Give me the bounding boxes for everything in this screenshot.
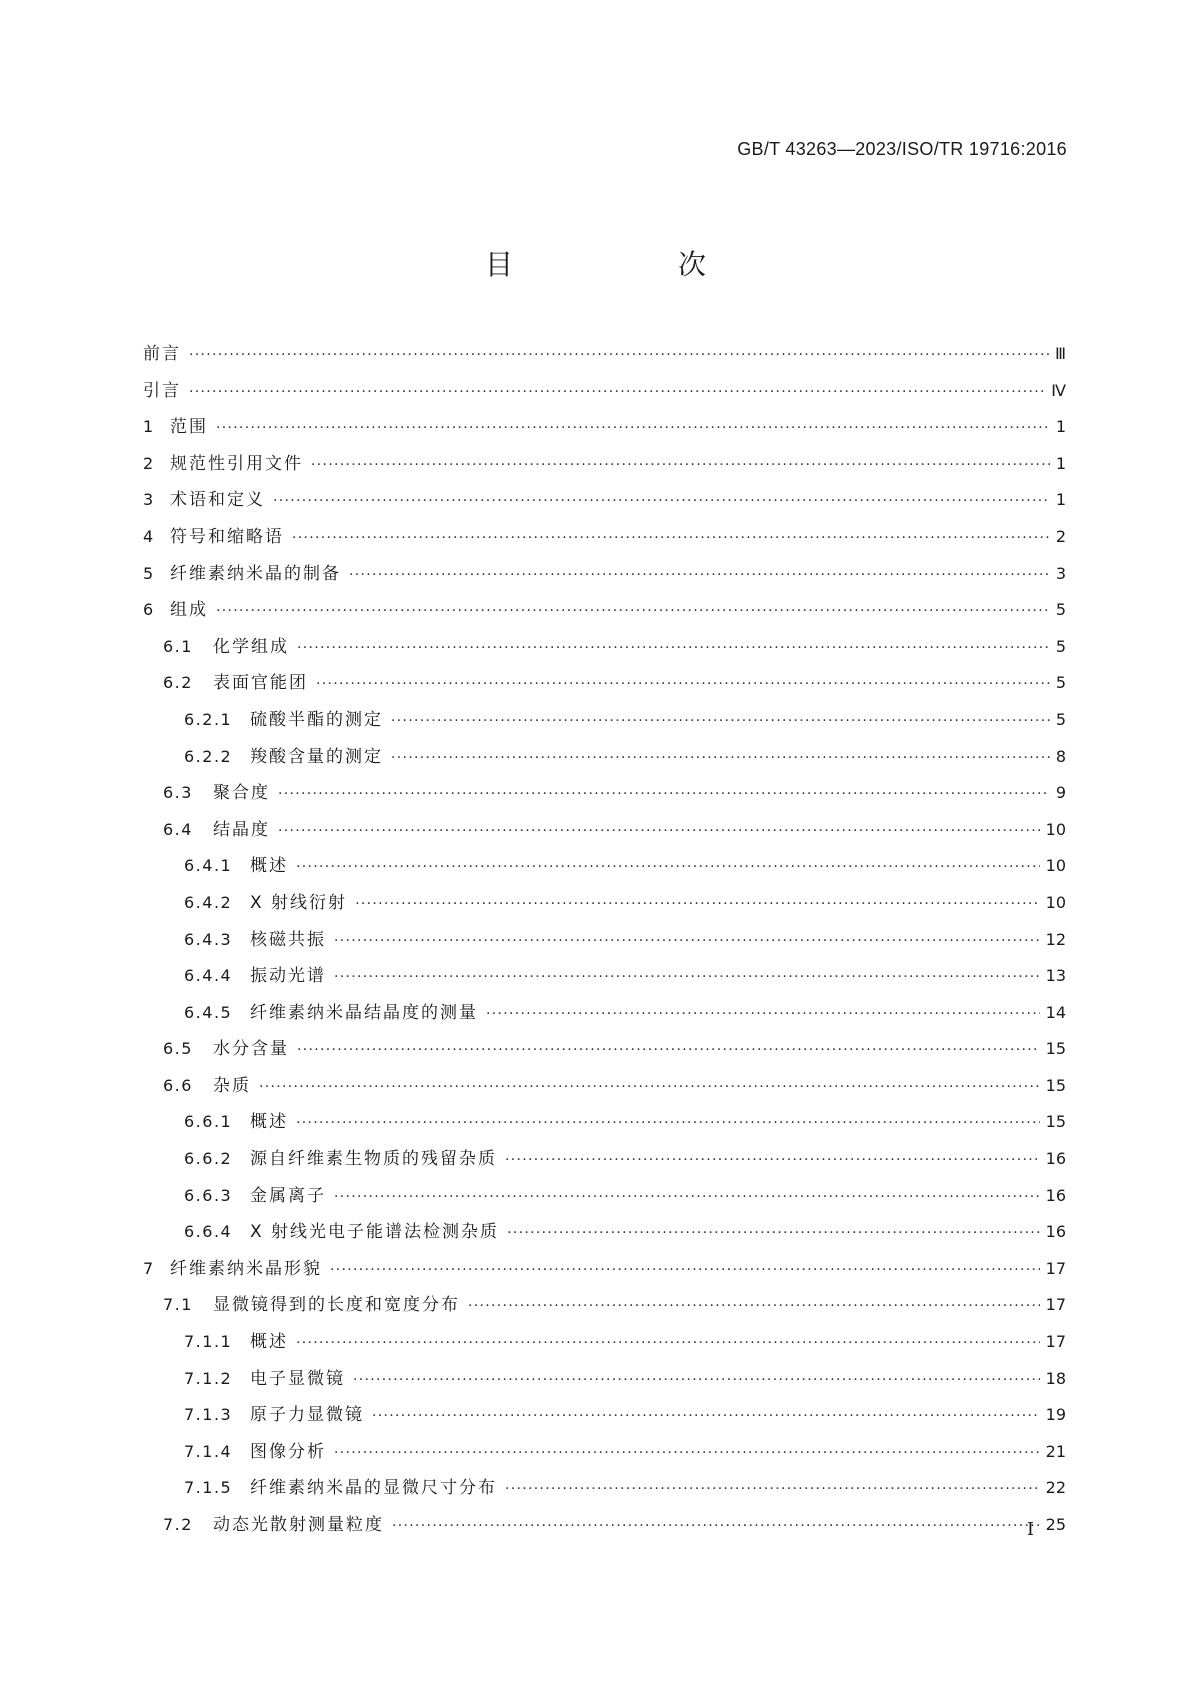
toc-entry-number: 7 <box>143 1258 155 1278</box>
toc-entry-page: 1 <box>1055 490 1066 510</box>
toc-entry[interactable] <box>143 1507 1066 1544</box>
toc-entry-page: 16 <box>1045 1149 1066 1169</box>
toc-entry-page: 15 <box>1045 1075 1066 1095</box>
toc-entry-page: 1 <box>1055 453 1066 473</box>
toc-entry-label: 纤维素纳米晶的制备 <box>170 563 341 584</box>
toc-entry[interactable] <box>143 1361 1066 1398</box>
toc-entry-page: 14 <box>1045 1002 1066 1022</box>
toc-entry-page: 17 <box>1045 1332 1066 1352</box>
toc-dot-leader <box>216 410 1050 447</box>
toc-entry[interactable] <box>143 1178 1066 1215</box>
toc-entry-number: 6.2.1 <box>184 709 233 729</box>
toc-dot-leader <box>216 593 1050 630</box>
toc-entry-label: 概述 <box>250 1112 288 1133</box>
toc-entry-page: 3 <box>1055 563 1066 583</box>
toc-entry[interactable] <box>143 885 1066 922</box>
toc-dot-leader <box>486 996 1040 1033</box>
toc-entry-number: 6.2.2 <box>184 746 233 766</box>
toc-entry-number: 6.4.5 <box>184 1002 233 1022</box>
toc-entry-number: 2 <box>143 453 155 473</box>
toc-entry[interactable] <box>143 1031 1066 1068</box>
toc-dot-leader <box>468 1288 1040 1325</box>
toc-dot-leader <box>296 849 1040 886</box>
toc-entry-page: 22 <box>1045 1478 1066 1498</box>
toc-dot-leader <box>392 1508 1040 1545</box>
toc-dot-leader <box>391 703 1050 740</box>
toc-entry[interactable] <box>143 629 1066 666</box>
toc-entry-page: 5 <box>1055 673 1066 693</box>
toc-entry-number: 7.1.5 <box>184 1478 233 1498</box>
toc-entry-label: 概述 <box>250 856 288 877</box>
toc-entry[interactable] <box>143 446 1066 483</box>
toc-entry-page: 1 <box>1055 417 1066 437</box>
toc-entry[interactable] <box>143 958 1066 995</box>
toc-entry-number: 6.6.2 <box>184 1149 233 1169</box>
toc-entry-label: 表面官能团 <box>213 673 308 694</box>
toc-entry-number: 6.2 <box>163 673 193 693</box>
toc-entry[interactable] <box>143 1141 1066 1178</box>
toc-entry[interactable] <box>143 702 1066 739</box>
toc-entry-label: 纤维素纳米晶形貌 <box>170 1258 322 1279</box>
toc-dot-leader <box>334 923 1040 960</box>
toc-entry[interactable] <box>143 1068 1066 1105</box>
toc-entry-page: 17 <box>1045 1295 1066 1315</box>
toc-dot-leader <box>316 666 1050 703</box>
toc-entry-label: 振动光谱 <box>250 966 326 987</box>
toc-dot-leader <box>273 483 1050 520</box>
toc-entry[interactable] <box>143 1397 1066 1434</box>
toc-entry-number: 5 <box>143 563 155 583</box>
toc-entry-label: X 射线光电子能谱法检测杂质 <box>250 1222 500 1243</box>
toc-entry[interactable] <box>143 739 1066 776</box>
toc-dot-leader <box>355 886 1040 923</box>
toc-dot-leader <box>189 374 1045 411</box>
toc-entry-label: 范围 <box>170 417 208 438</box>
toc-entry[interactable] <box>143 1104 1066 1141</box>
toc-entry-page: 16 <box>1045 1222 1066 1242</box>
toc-dot-leader <box>278 813 1040 850</box>
toc-entry[interactable] <box>143 1214 1066 1251</box>
toc-entry-label: 水分含量 <box>213 1039 289 1060</box>
toc-dot-leader <box>349 557 1050 594</box>
page-number: Ⅰ <box>1026 1519 1034 1540</box>
toc-entry[interactable] <box>143 848 1066 885</box>
toc-entry-number: 6.4 <box>163 819 193 839</box>
toc-entry-label: 杂质 <box>213 1075 251 1096</box>
toc-dot-leader <box>372 1398 1040 1435</box>
toc-entry-label: 前言 <box>143 344 181 364</box>
toc-entry-number: 3 <box>143 490 155 510</box>
toc-entry-number: 6.1 <box>163 636 193 656</box>
toc-entry-label: 化学组成 <box>213 636 289 657</box>
toc-entry[interactable] <box>143 812 1066 849</box>
toc-entry-page: 18 <box>1045 1368 1066 1388</box>
toc-dot-leader <box>391 740 1050 777</box>
toc-dot-leader <box>259 1069 1040 1106</box>
toc-entry-page: 5 <box>1055 600 1066 620</box>
toc-entry[interactable] <box>143 1470 1066 1507</box>
toc-entry-page: 2 <box>1055 526 1066 546</box>
toc-dot-leader <box>296 1105 1040 1142</box>
toc-entry-label: 纤维素纳米晶结晶度的测量 <box>250 1002 478 1023</box>
toc-dot-leader <box>353 1362 1040 1399</box>
toc-entry[interactable] <box>143 1251 1066 1288</box>
standard-code-header: GB/T 43263—2023/ISO/TR 19716:2016 <box>737 139 1067 159</box>
toc-entry-page: 10 <box>1045 856 1066 876</box>
toc-entry-number: 6.6.1 <box>184 1112 233 1132</box>
toc-entry-page: 9 <box>1055 783 1066 803</box>
toc-entry-label: 羧酸含量的测定 <box>250 746 383 767</box>
toc-entry-label: 引言 <box>143 380 181 401</box>
toc-entry-label: 金属离子 <box>250 1185 326 1206</box>
toc-entry-label: 显微镜得到的长度和宽度分布 <box>213 1295 460 1316</box>
toc-entry-label: 动态光散射测量粒度 <box>213 1515 384 1535</box>
toc-entry-label: X 射线衍射 <box>250 892 348 913</box>
toc-entry-label: 电子显微镜 <box>250 1368 345 1389</box>
toc-entry[interactable] <box>143 556 1066 593</box>
toc-dot-leader <box>507 1215 1040 1252</box>
toc-entry-number: 6.4.1 <box>184 856 233 876</box>
toc-entry-page: 13 <box>1045 966 1066 986</box>
toc-entry-number: 6.4.3 <box>184 929 233 949</box>
toc-entry-label: 结晶度 <box>213 819 270 840</box>
toc-dot-leader <box>297 1032 1040 1069</box>
toc-entry-label: 术语和定义 <box>170 490 265 511</box>
toc-entry-label: 图像分析 <box>250 1441 326 1462</box>
toc-entry-label: 核磁共振 <box>250 929 326 950</box>
toc-entry-number: 7.1 <box>163 1295 193 1315</box>
toc-dot-leader <box>334 1179 1040 1216</box>
toc-dot-leader <box>505 1142 1040 1179</box>
toc-entry-number: 7.1.2 <box>184 1368 233 1388</box>
toc-entry-number: 6.3 <box>163 783 193 803</box>
toc-entry-page: 25 <box>1045 1515 1066 1534</box>
toc-entry-number: 6.4.2 <box>184 892 233 912</box>
toc-entry-number: 6 <box>143 600 155 620</box>
toc-entry[interactable] <box>143 1434 1066 1471</box>
toc-entry-page: 5 <box>1055 709 1066 729</box>
toc-entry-label: 组成 <box>170 600 208 621</box>
toc-entry-number: 4 <box>143 526 155 546</box>
toc-entry-page: 15 <box>1045 1112 1066 1132</box>
toc-entry-page: Ⅲ <box>1054 344 1066 363</box>
toc-dot-leader <box>189 337 1049 374</box>
toc-dot-leader <box>278 776 1050 813</box>
toc-entry-page: 10 <box>1045 819 1066 839</box>
toc-entry-number: 6.5 <box>163 1039 193 1059</box>
toc-entry-number: 7.1.3 <box>184 1405 233 1425</box>
toc-entry-number: 6.6 <box>163 1075 193 1095</box>
toc-entry-number: 7.1.1 <box>184 1332 233 1352</box>
toc-entry-page: 17 <box>1045 1258 1066 1278</box>
toc-entry-number: 6.6.3 <box>184 1185 233 1205</box>
toc-entry-number: 6.4.4 <box>184 966 233 986</box>
page-title: 目 次 <box>485 248 784 281</box>
toc-entry[interactable] <box>143 519 1066 556</box>
toc-entry-label: 纤维素纳米晶的显微尺寸分布 <box>250 1478 497 1499</box>
toc-dot-leader <box>296 1325 1040 1362</box>
toc-entry[interactable] <box>143 922 1066 959</box>
toc-dot-leader <box>334 959 1040 996</box>
toc-dot-leader <box>505 1471 1040 1508</box>
toc-entry-number: 1 <box>143 417 155 437</box>
toc-entry-page: 16 <box>1045 1185 1066 1205</box>
toc-dot-leader <box>334 1435 1040 1472</box>
toc-entry-number: 7.1.4 <box>184 1441 233 1461</box>
toc-entry-label: 符号和缩略语 <box>170 526 284 547</box>
toc-entry-page: 8 <box>1055 746 1066 766</box>
toc-entry-page: 12 <box>1045 929 1066 949</box>
toc-dot-leader <box>297 630 1050 667</box>
toc-entry-page: Ⅳ <box>1051 380 1066 400</box>
toc-entry-page: 21 <box>1045 1441 1066 1461</box>
toc-entry-label: 原子力显微镜 <box>250 1405 364 1426</box>
toc-entry[interactable] <box>143 1324 1066 1361</box>
toc-entry[interactable] <box>143 482 1066 519</box>
toc-entry[interactable] <box>143 1287 1066 1324</box>
toc-dot-leader <box>292 520 1050 557</box>
toc-entry-label: 源自纤维素生物质的残留杂质 <box>250 1149 497 1170</box>
toc-entry-label: 硫酸半酯的测定 <box>250 709 383 730</box>
toc-dot-leader <box>311 447 1050 484</box>
table-of-contents <box>143 336 1066 1544</box>
toc-dot-leader <box>330 1252 1040 1289</box>
toc-entry[interactable] <box>143 373 1066 410</box>
toc-entry-label: 聚合度 <box>213 783 270 804</box>
toc-entry-page: 10 <box>1045 892 1066 912</box>
toc-entry-page: 19 <box>1045 1405 1066 1425</box>
toc-entry-label: 概述 <box>250 1332 288 1353</box>
toc-entry-page: 5 <box>1055 636 1066 656</box>
toc-entry[interactable] <box>143 665 1066 702</box>
toc-entry-number: 6.6.4 <box>184 1222 233 1242</box>
toc-entry[interactable] <box>143 336 1066 373</box>
toc-entry[interactable] <box>143 775 1066 812</box>
toc-entry-number: 7.2 <box>163 1515 193 1534</box>
toc-entry-label: 规范性引用文件 <box>170 453 303 474</box>
toc-entry[interactable] <box>143 592 1066 629</box>
toc-entry[interactable] <box>143 995 1066 1032</box>
toc-entry[interactable] <box>143 409 1066 446</box>
toc-entry-page: 15 <box>1045 1039 1066 1059</box>
